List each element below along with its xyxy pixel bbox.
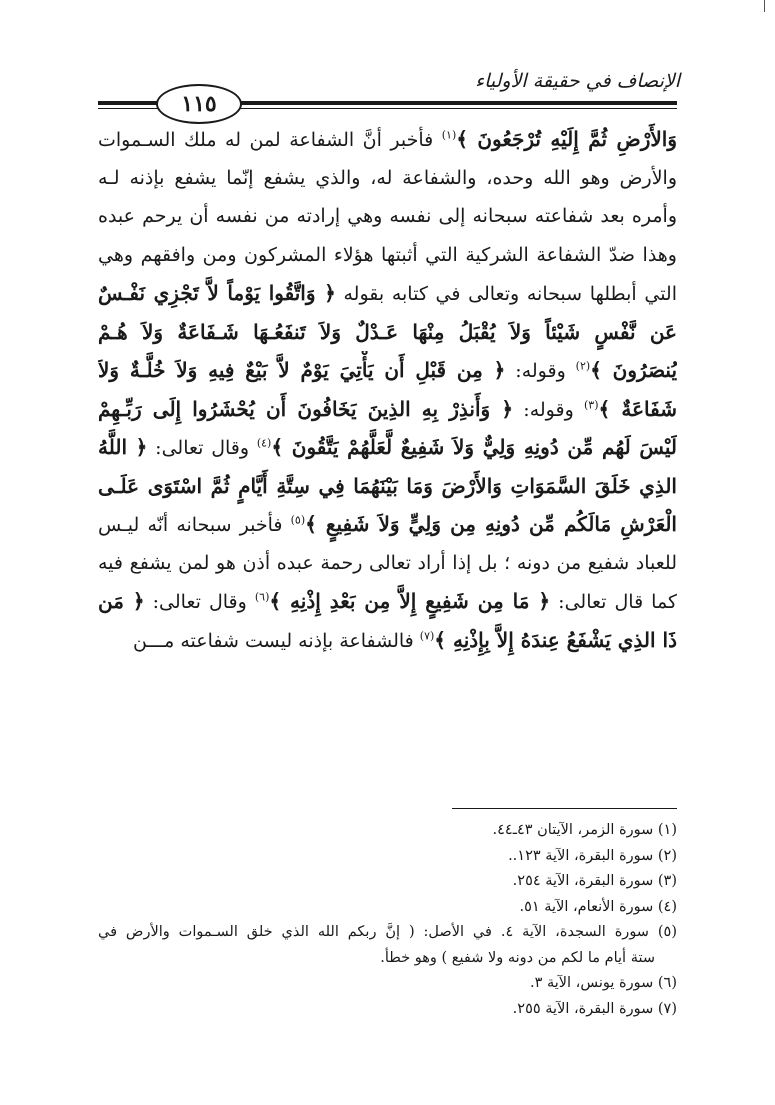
text-line xyxy=(98,120,677,159)
body-text-run: وقال تعالى: xyxy=(147,437,257,459)
quran-quote: ﴿ وَاتَّقُوا يَوْماً لاَّ تَجْزِي نَفْـسٌ xyxy=(98,281,336,305)
footnote: (٣) سورة البقرة، الآية ٢٥٤. xyxy=(512,873,677,889)
text-line xyxy=(98,582,677,621)
footnote-marker: (٧) xyxy=(419,629,435,643)
quran-quote: الْعَرْشِ مَالَكُم مِّن دُونِهِ مِن وَلِيٍّ وَلاَ شَفِيعٍ ﴾ xyxy=(305,512,677,536)
corner-mark xyxy=(764,0,765,12)
footnote: (١) سورة الزمر، الآيتان ٤٣ـ٤٤. xyxy=(492,822,677,838)
text-line xyxy=(98,159,677,198)
quran-quote: عَن نَّفْسٍ شَيْئاً وَلاَ يُقْبَلُ مِنْهَا عَـدْلٌ وَلاَ تَنفَعُـهَا شَـفَاعَةٌ وَلاَ هُـمْ xyxy=(98,319,677,344)
text-line xyxy=(98,313,677,352)
quran-quote: ذَا الذِي يَشْفَعُ عِندَهُ إِلاَّ بِإِذْنِهِ ﴾ xyxy=(434,627,677,652)
text-line xyxy=(98,351,677,390)
footnote: (٥) سورة السجدة، الآية ٤. في الأصل: ( إنَّ ربكم الله الذي خلق السـموات والأرض في xyxy=(98,924,677,940)
quran-quote: ﴿ مَن xyxy=(98,589,145,613)
body-text-run: وقال تعالى: xyxy=(144,591,255,613)
body-text-run: وقوله: xyxy=(505,360,576,382)
footnote: (٦) سورة يونس، الآية ٣. xyxy=(529,975,677,991)
footnote: (٤) سورة الأنعام، الآية ٥١. xyxy=(519,898,677,915)
quran-quote: ﴿ اللَّهُ xyxy=(98,435,148,459)
text-line xyxy=(98,274,677,313)
footnote-marker: (٤) xyxy=(256,436,272,450)
quran-quote: لَيْسَ لَهُم مِّن دُونِهِ وَلِيٌّ وَلاَ شَفِيعٌ لَّعَلَّهُمْ يَتَّقُونَ ﴾ xyxy=(271,435,677,459)
text-line xyxy=(98,428,677,467)
text-line xyxy=(98,467,677,506)
body-text-run: وهذا ضدّ الشفاعة الشركية التي أثبتها هؤلاء المشركون ومن وافقهم وهي xyxy=(98,243,677,266)
footnote-marker: (٦) xyxy=(254,590,270,604)
text-line xyxy=(98,236,677,275)
body-text-run: فالشفاعة بإذنه ليست شفاعته مـــن xyxy=(132,629,420,652)
text-line xyxy=(98,621,677,660)
body-text-run: وأمره بعد شفاعته سبحانه إلى نفسه وهي إرادته من نفسه أن يرحم عبده xyxy=(98,205,677,227)
footnote-marker: (١) xyxy=(441,128,457,142)
text-line xyxy=(98,544,677,583)
body-text-run: كما قال تعالى: xyxy=(550,591,677,613)
text-line xyxy=(98,197,677,236)
footnote-separator xyxy=(452,808,677,809)
body-text-run: للعباد شفيع من دونه ؛ بل إذا أراد تعالى رحمة عبده أذن هو لمن يشفع فيه xyxy=(98,551,677,574)
footnote-marker: (٢) xyxy=(575,359,591,373)
footnote: (٢) سورة البقرة، الآية ١٢٣.. xyxy=(508,847,677,864)
footnote-marker: (٥) xyxy=(290,513,306,527)
body-text-run: والأرض وهو الله وحده، والشفاعة له، والذي يشفع إنّما يشفع بإذنه لـه xyxy=(98,166,677,189)
quran-quote: ﴿ مَا مِن شَفِيعٍ إِلاَّ مِن بَعْدِ إِذْنِهِ ﴾ xyxy=(269,589,551,613)
footnotes xyxy=(98,818,677,1022)
quran-quote: ﴿ وَأَنذِرْ بِهِ الذِينَ يَخَافُونَ أَن يُحْشَرُوا إِلَى رَبِّـهِمْ xyxy=(98,396,514,421)
text-line xyxy=(98,390,677,429)
body-text-run: فأخبر أنَّ الشفاعة لمن له ملك السـموات xyxy=(98,129,442,151)
quran-quote: ﴿ مِن قَبْلِ أَن يَأْتِيَ يَوْمٌ لاَّ بَيْعٌ فِيهِ وَلاَ خُلَّـةٌ وَلاَ xyxy=(98,358,506,382)
footnote: ستة أيام ما لكم من دونه ولا شفيع ) وهو خطأ. xyxy=(380,949,655,966)
body-text-run: فأخبر سبحانه أنّه ليـس xyxy=(98,514,291,536)
body-text-run: التي أبطلها سبحانه وتعالى في كتابه بقوله xyxy=(335,283,677,305)
running-title: الإنصاف في حقيقة الأولياء xyxy=(475,70,680,92)
text-line xyxy=(98,505,677,544)
body-text xyxy=(98,120,677,659)
footnote-marker: (٣) xyxy=(583,398,599,412)
body-text-run: وقوله: xyxy=(513,398,584,421)
footnote: (٧) سورة البقرة، الآية ٢٥٥. xyxy=(512,1000,677,1017)
quran-quote: وَالأَرْضِ ثُمَّ إِلَيْهِ تُرْجَعُونَ ﴾ xyxy=(456,127,677,151)
quran-quote: يُنصَرُونَ ﴾ xyxy=(590,358,677,382)
quran-quote: الذِي خَلَقَ السَّمَوَاتِ وَالأَرْضَ وَمَا بَيْنَهُمَا فِي سِتَّةِ أَيَّامٍ ثُمَّ اسْتَوَى عَلَـى xyxy=(98,473,677,498)
quran-quote: شَفَاعَةٌ ﴾ xyxy=(598,396,677,421)
page-number: ١١٥ xyxy=(156,84,242,124)
